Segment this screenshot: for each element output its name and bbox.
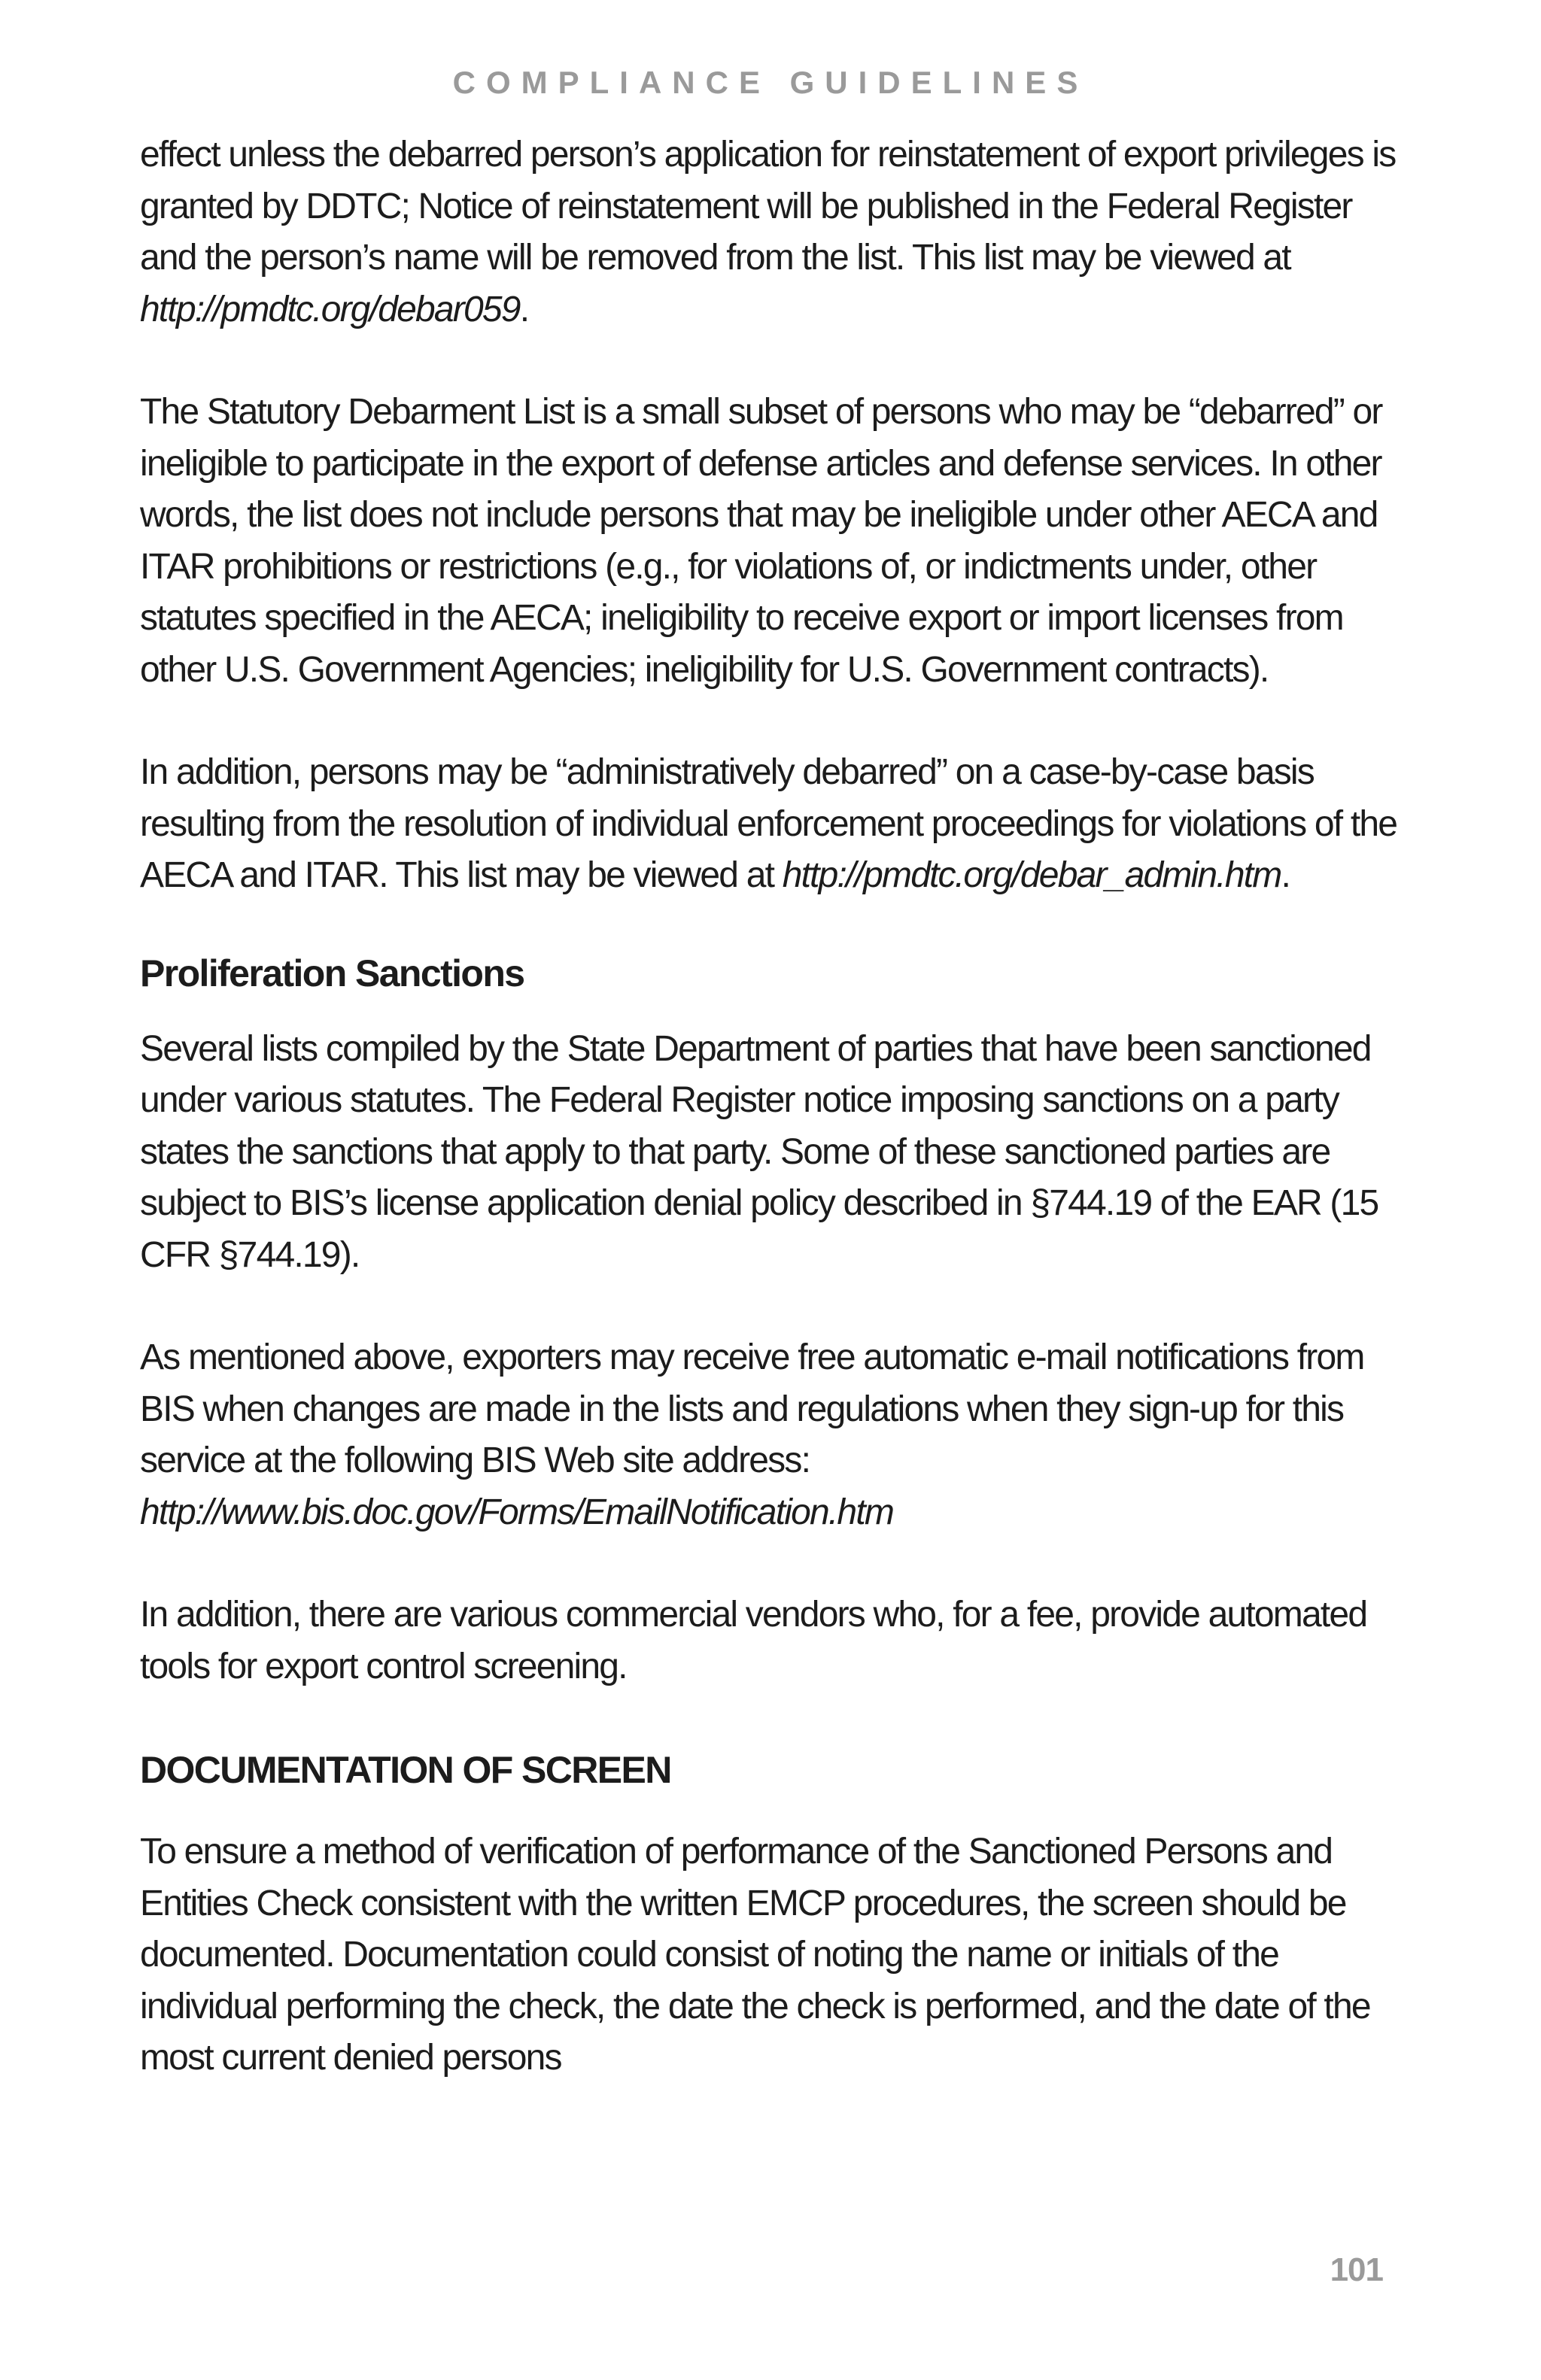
paragraph-email-notifications [140,1332,1404,1538]
admin-debarment-link[interactable]: http://pmdtc.org/debar_admin.htm [782,855,1281,895]
email-notification-link[interactable]: http://www.bis.doc.gov/Forms/EmailNotification.htm [140,1492,894,1532]
paragraph-text: In addition, persons may be “administratively debarred” on a case-by-case basis resulting from the resolution of individual enforcement proceedings for violations of the AECA and ITAR. This list may be viewed at [140,752,1397,895]
paragraph-text: As mentioned above, exporters may receive free automatic e-mail notifications from BIS when changes are made in the lists and regulations when they sign-up for this service at the following BIS Web site address: [140,1337,1364,1480]
paragraph-administrative-debarment [140,747,1404,902]
paragraph-reinstatement [140,129,1404,335]
paragraph-punctuation: . [519,289,529,329]
page-number: 101 [1330,2251,1383,2288]
heading-proliferation-sanctions: Proliferation Sanctions [140,952,524,994]
paragraph-text: effect unless the debarred person’s application for reinstatement of export privileges is granted by DDTC; Notice of reinstatement will be published in the Federal Register and the person’s name will be removed from the list. This list may be viewed at [140,135,1396,278]
heading-documentation-of-screen: DOCUMENTATION OF SCREEN [140,1749,671,1791]
running-header: COMPLIANCE GUIDELINES [452,65,1089,100]
page-body [140,129,1404,2084]
paragraph-sanctioned-lists: Several lists compiled by the State Department of parties that have been sanctioned under various statutes. The Federal Register notice imposing sanctions on a party states the sanctions that apply to that party. Some of these sanctioned parties are subject to BIS’s license application denial policy described in §744.19 of the EAR (15 CFR §744.19). [140,1028,1378,1275]
paragraph-punctuation: . [1281,855,1290,895]
paragraph-commercial-vendors: In addition, there are various commercial vendors who, for a fee, provide automated tools for export control screening. [140,1595,1367,1686]
debarment-list-link[interactable]: http://pmdtc.org/debar059 [140,289,520,329]
paragraph-documentation: To ensure a method of verification of performance of the Sanctioned Persons and Entities Check consistent with the written EMCP procedures, the screen should be documented. Documentation could consist of noting the name or initials of the individual performing the check, the date the check is performed, and the date of the most current denied persons [140,1832,1370,2078]
paragraph-statutory-debarment: The Statutory Debarment List is a small subset of persons who may be “debarred” or ineligible to participate in the export of defense articles and defense services. In other words, the list does not include persons that may be ineligible under other AECA and ITAR prohibitions or restrictions (e.g., for violations of, or indictments under, other statutes specified in the AECA; ineligibility to receive export or import licenses from other U.S. Government Agencies; ineligibility for U.S. Government contracts). [140,392,1382,690]
